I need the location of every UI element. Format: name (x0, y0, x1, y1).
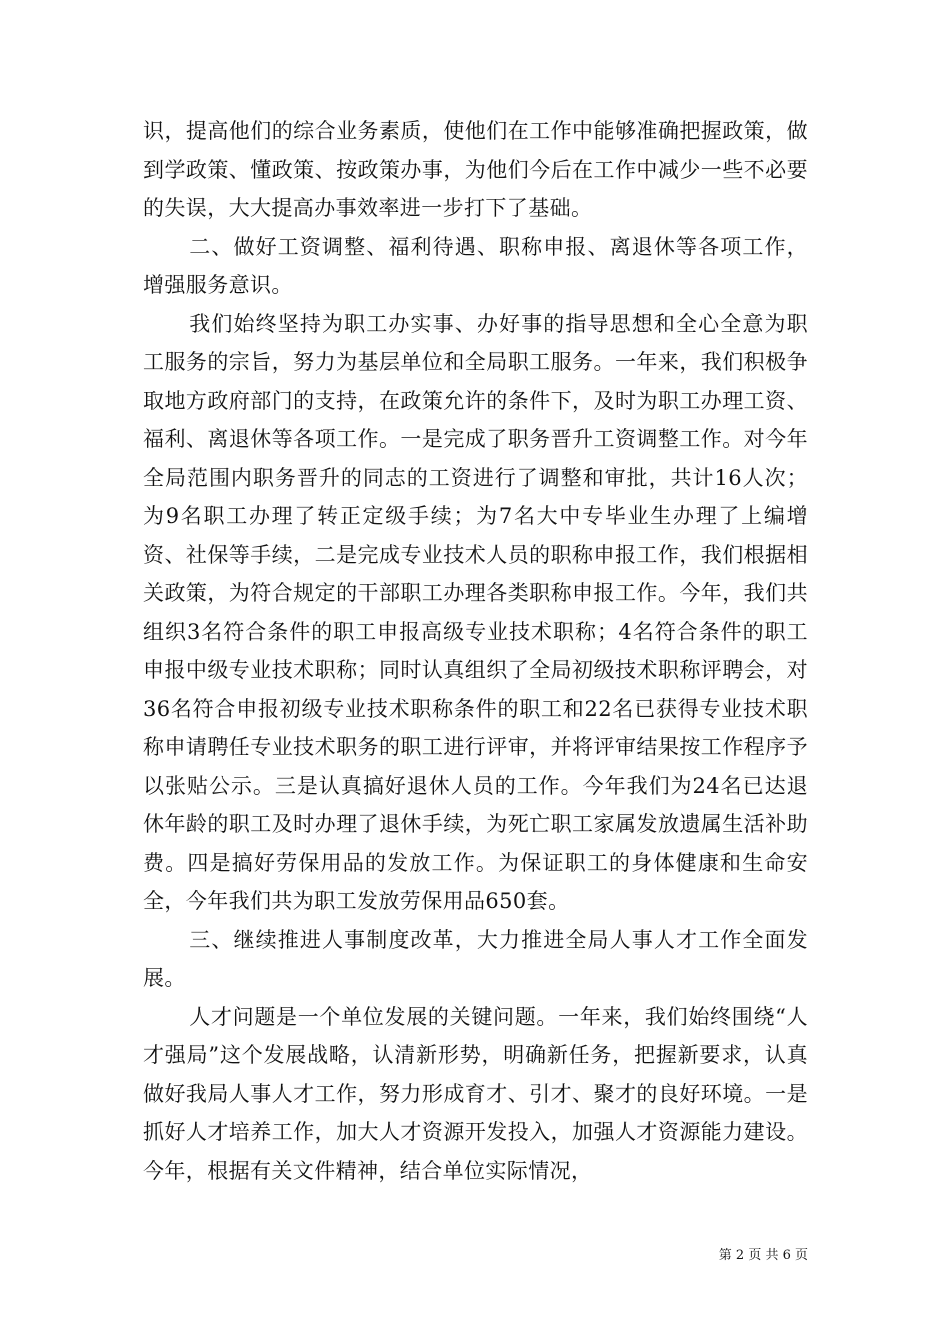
section-heading-3: 三、继续推进人事制度改革，大力推进全局人事人才工作全面发展。 (143, 927, 808, 990)
page-number-footer: 第 2 页 共 6 页 (718, 1248, 808, 1263)
document-body (143, 112, 808, 1190)
paragraph-1: 识，提高他们的综合业务素质，使他们在工作中能够准确把握政策，做到学政策、懂政策、按政策办事，为他们今后在工作中减少一些不必要的失误，大大提高办事效率进一步打下了基础。 (143, 119, 808, 220)
paragraph-5: 人才问题是一个单位发展的关键问题。一年来，我们始终围绕“人才强局”这个发展战略，认清新形势，明确新任务，把握新要求，认真做好我局人事人才工作，努力形成育才、引才、聚才的良好环境。一是抓好人才培养工作，加大人才资源开发投入，加强人才资源能力建设。今年，根据有关文件精神，结合单位实际情况， (143, 1004, 808, 1183)
section-heading-2: 二、做好工资调整、福利待遇、职称申报、离退休等各项工作，增强服务意识。 (143, 234, 808, 297)
paragraph-3: 我们始终坚持为职工办实事、办好事的指导思想和全心全意为职工服务的宗旨，努力为基层单位和全局职工服务。一年来，我们积极争取地方政府部门的支持，在政策允许的条件下，及时为职工办理工资、福利、离退休等各项工作。一是完成了职务晋升工资调整工作。对今年全局范围内职务晋升的同志的工资进行了调整和审批，共计16人次；为9名职工办理了转正定级手续；为7名大中专毕业生办理了上编增资、社保等手续，二是完成专业技术人员的职称申报工作，我们根据相关政策，为符合规定的干部职工办理各类职称申报工作。今年，我们共组织3名符合条件的职工申报高级专业技术职称；4名符合条件的职工申报中级专业技术职称；同时认真组织了全局初级技术职称评聘会，对36名符合申报初级专业技术职称条件的职工和22名已获得专业技术职称申请聘任专业技术职务的职工进行评审，并将评审结果按工作程序予以张贴公示。三是认真搞好退休人员的工作。今年我们为24名已达退休年龄的职工及时办理了退休手续，为死亡职工家属发放遗属生活补助费。四是搞好劳保用品的发放工作。为保证职工的身体健康和生命安全，今年我们共为职工发放劳保用品650套。 (143, 311, 808, 913)
